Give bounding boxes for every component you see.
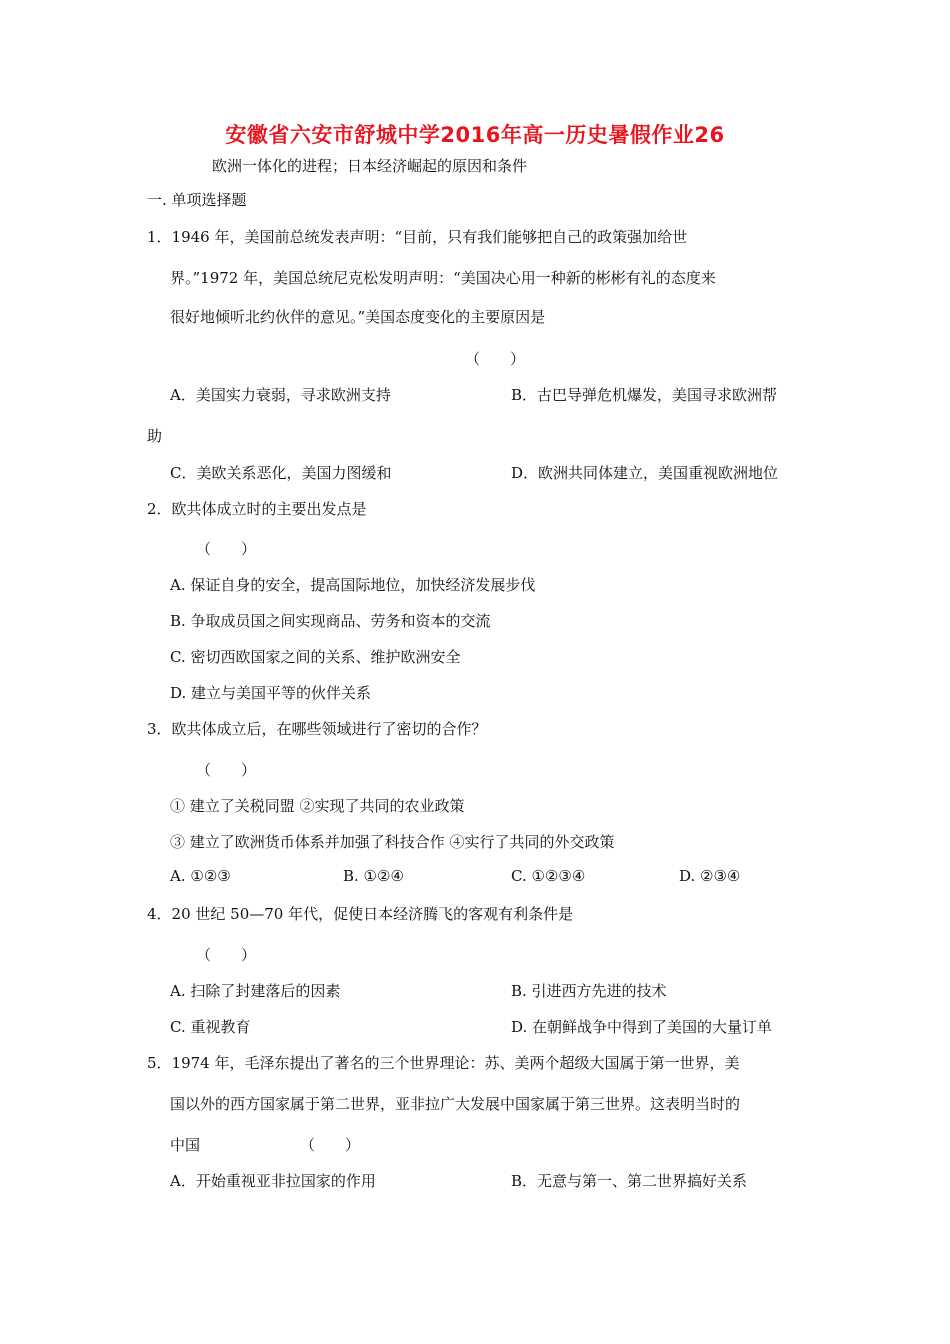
q1-stem-line-2: 界。”1972 年，美国总统尼克松发明声明：“美国决心用一种新的彬彬有礼的态度来 xyxy=(170,269,716,287)
q4-option-c: C. 重视教育 xyxy=(170,1018,251,1036)
q3-option-d: D. ②③④ xyxy=(679,867,741,885)
page-title: 安徽省六安市舒城中学2016年高一历史暑假作业26 xyxy=(225,123,725,147)
q1-option-d: D．欧洲共同体建立，美国重视欧洲地位 xyxy=(511,464,779,482)
q2-option-c: C. 密切西欧国家之间的关系、维护欧洲安全 xyxy=(170,648,461,666)
page-subtitle: 欧洲一体化的进程；日本经济崛起的原因和条件 xyxy=(212,157,528,175)
q4-option-b: B. 引进西方先进的技术 xyxy=(511,982,667,1000)
q5-stem-line-2: 国以外的西方国家属于第二世界，亚非拉广大发展中国家属于第三世界。这表明当时的 xyxy=(170,1095,741,1113)
q1-stem-line-3: 很好地倾听北约伙伴的意见。”美国态度变化的主要原因是 xyxy=(170,308,546,326)
q3-stem: 3．欧共体成立后，在哪些领域进行了密切的合作？ xyxy=(147,720,487,738)
q1-option-b-continued: 助 xyxy=(147,427,163,445)
q5-stem-line-3: 中国 xyxy=(170,1136,201,1154)
q2-stem: 2．欧共体成立时的主要出发点是 xyxy=(147,500,367,518)
q4-option-a: A. 扫除了封建落后的因素 xyxy=(170,982,341,1000)
q3-option-c: C. ①②③④ xyxy=(511,867,586,885)
q4-option-d: D. 在朝鲜战争中得到了美国的大量订单 xyxy=(511,1018,773,1036)
q4-answer-blank: （ ） xyxy=(196,946,257,964)
q1-answer-blank: （ ） xyxy=(465,350,526,368)
q2-option-b: B. 争取成员国之间实现商品、劳务和资本的交流 xyxy=(170,612,491,630)
q5-option-a: A．开始重视亚非拉国家的作用 xyxy=(170,1172,376,1190)
q2-answer-blank: （ ） xyxy=(196,540,257,558)
q3-option-b: B. ①②④ xyxy=(343,867,404,885)
q3-answer-blank: （ ） xyxy=(196,761,257,779)
section-heading: 一. 单项选择题 xyxy=(147,191,247,209)
q3-item-1: ① 建立了关税同盟 ②实现了共同的农业政策 xyxy=(170,797,465,815)
q5-option-b: B．无意与第一、第二世界搞好关系 xyxy=(511,1172,748,1190)
q3-item-2: ③ 建立了欧洲货币体系并加强了科技合作 ④实行了共同的外交政策 xyxy=(170,833,615,851)
q2-option-d: D. 建立与美国平等的伙伴关系 xyxy=(170,684,372,702)
q5-answer-blank: （ ） xyxy=(300,1136,361,1154)
q1-option-a: A．美国实力衰弱，寻求欧洲支持 xyxy=(170,386,391,404)
q5-stem-line-1: 5．1974 年，毛泽东提出了著名的三个世界理论：苏、美两个超级大国属于第一世界，美 xyxy=(147,1054,740,1072)
q1-option-c: C．美欧关系恶化，美国力图缓和 xyxy=(170,464,392,482)
q1-stem-line-1: 1．1946 年，美国前总统发表声明：“目前，只有我们能够把自己的政策强加给世 xyxy=(147,228,688,246)
q2-option-a: A. 保证自身的安全，提高国际地位，加快经济发展步伐 xyxy=(170,576,536,594)
q3-option-a: A. ①②③ xyxy=(170,867,231,885)
q4-stem: 4．20 世纪 50—70 年代，促使日本经济腾飞的客观有利条件是 xyxy=(147,905,574,923)
q1-option-b: B．古巴导弹危机爆发，美国寻求欧洲帮 xyxy=(511,386,778,404)
